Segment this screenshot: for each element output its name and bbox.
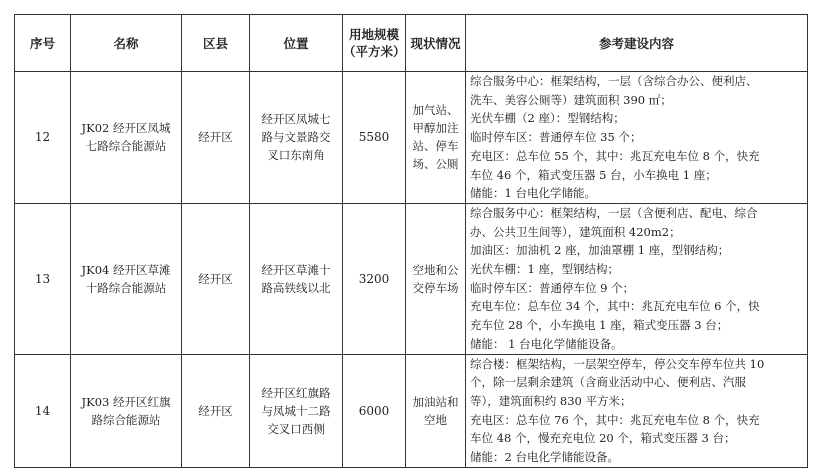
content-cell bbox=[466, 72, 808, 204]
content-line: 充电区：总车位 76 个，其中：兆瓦充电车位 8 个，快充 bbox=[470, 412, 760, 427]
location-cell: 经开区凤城七路与文景路交叉口东南角 bbox=[250, 72, 343, 204]
header-row bbox=[15, 15, 808, 72]
content-line: 充电车位：总车位 34 个，其中：兆瓦充电车位 6 个，快 bbox=[470, 299, 760, 314]
content-line: 储能： 1 台电化学储能设备。 bbox=[470, 336, 623, 351]
content-line: 综合服务中心：框架结构，一层（含便利店、配电、综合 bbox=[470, 205, 758, 220]
header-name: 名称 bbox=[71, 15, 182, 72]
table-row bbox=[15, 203, 808, 354]
content-line: 光伏车棚（2 座）：型钢结构； bbox=[470, 111, 625, 126]
district-cell: 经开区 bbox=[182, 354, 250, 467]
district-cell: 经开区 bbox=[182, 203, 250, 354]
land-size-cell: 6000 bbox=[343, 354, 406, 467]
header-seq: 序号 bbox=[15, 15, 71, 72]
content-line: 临时停车区：普通停车位 35 个； bbox=[470, 130, 642, 145]
content-line: 临时停车区：普通停车位 9 个； bbox=[470, 280, 635, 295]
seq-cell: 12 bbox=[15, 72, 71, 204]
status-cell: 加油站和空地 bbox=[406, 354, 466, 467]
content-line: 储能：2 台电化学储能设备。 bbox=[470, 450, 619, 465]
content-line: 充电区：总车位 55 个，其中：兆瓦充电车位 8 个，快充 bbox=[470, 148, 760, 163]
content-cell bbox=[466, 203, 808, 354]
content-line: 车位 46 个，箱式变压器 5 台，小车换电 1 座； bbox=[470, 167, 717, 182]
header-location: 位置 bbox=[250, 15, 343, 72]
content-line: 办、公共卫生间等），建筑面积 420m2； bbox=[470, 224, 681, 239]
name-cell: JK04 经开区草滩十路综合能源站 bbox=[71, 203, 182, 354]
location-cell: 经开区红旗路与凤城十二路交叉口西侧 bbox=[250, 354, 343, 467]
land-size-cell: 5580 bbox=[343, 72, 406, 204]
seq-cell: 14 bbox=[15, 354, 71, 467]
content-line: 加油区：加油机 2 座，加油罩棚 1 座，型钢结构； bbox=[470, 243, 730, 258]
header-status: 现状情况 bbox=[406, 15, 466, 72]
content-line: 车位 48 个，慢充充电位 20 个，箱式变压器 3 台； bbox=[470, 431, 736, 446]
content-line: 储能：1 台电化学储能。 bbox=[470, 186, 596, 201]
content-cell bbox=[466, 354, 808, 467]
header-district: 区县 bbox=[182, 15, 250, 72]
location-cell: 经开区草滩十路高铁线以北 bbox=[250, 203, 343, 354]
content-line: 综合服务中心：框架结构，一层（含综合办公、便利店、 bbox=[470, 74, 758, 88]
district-cell: 经开区 bbox=[182, 72, 250, 204]
seq-cell: 13 bbox=[15, 203, 71, 354]
header-content: 参考建设内容 bbox=[466, 15, 808, 72]
table-row bbox=[15, 354, 808, 467]
status-cell: 空地和公交停车场 bbox=[406, 203, 466, 354]
content-line: 光伏车棚：1 座，型钢结构； bbox=[470, 262, 619, 277]
table-row bbox=[15, 72, 808, 204]
name-cell: JK02 经开区凤城七路综合能源站 bbox=[71, 72, 182, 204]
status-cell: 加气站、甲醇加注站、停车场、公厕 bbox=[406, 72, 466, 204]
content-line: 个，除一层剩余建筑（含商业活动中心、便利店、汽服 bbox=[470, 375, 746, 390]
name-cell: JK03 经开区红旗路综合能源站 bbox=[71, 354, 182, 467]
content-line: 充车位 28 个，小车换电 1 座，箱式变压器 3 台； bbox=[470, 318, 729, 333]
energy-station-table bbox=[14, 14, 808, 468]
land-size-cell: 3200 bbox=[343, 203, 406, 354]
content-line: 洗车、美容公厕等）建筑面积 390 ㎡； bbox=[470, 92, 672, 107]
content-line: 综合楼：框架结构，一层架空停车，停公交车停车位共 10 bbox=[470, 356, 765, 371]
header-land-size: 用地规模（平方米） bbox=[343, 15, 406, 72]
content-line: 等），建筑面积约 830 平方米； bbox=[470, 393, 632, 408]
